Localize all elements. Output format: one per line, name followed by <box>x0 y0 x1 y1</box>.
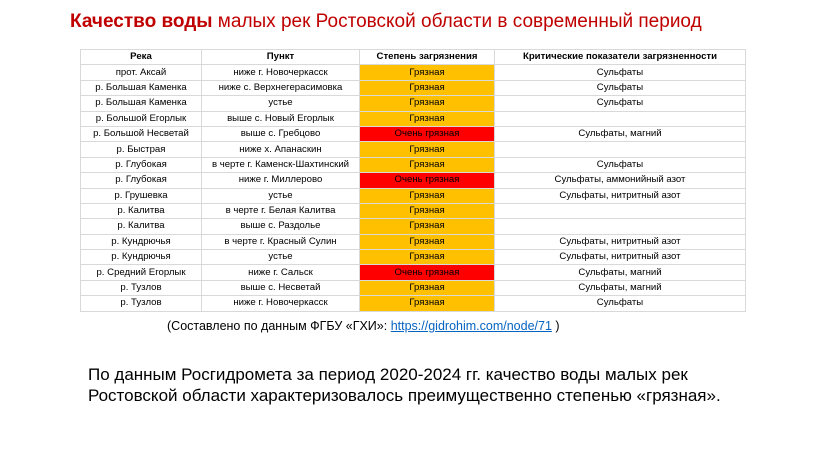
table-row <box>81 296 746 311</box>
cell-indicators: Сульфаты <box>495 80 746 95</box>
table-row <box>81 126 746 141</box>
cell-point: ниже г. Новочеркасск <box>202 65 360 80</box>
table-row <box>81 173 746 188</box>
cell-level: Очень грязная <box>360 173 495 188</box>
cell-point: ниже г. Миллерово <box>202 173 360 188</box>
cell-point: ниже х. Апанаскин <box>202 142 360 157</box>
cell-indicators: Сульфаты, магний <box>495 265 746 280</box>
cell-indicators: Сульфаты, нитритный азот <box>495 234 746 249</box>
table-row <box>81 65 746 80</box>
cell-point: выше с. Несветай <box>202 280 360 295</box>
table-row <box>81 219 746 234</box>
cell-river: р. Быстрая <box>81 142 202 157</box>
cell-level: Грязная <box>360 188 495 203</box>
cell-level: Грязная <box>360 203 495 218</box>
cell-indicators: Сульфаты <box>495 65 746 80</box>
cell-point: устье <box>202 250 360 265</box>
table-row <box>81 234 746 249</box>
table-row <box>81 142 746 157</box>
cell-river: р. Большая Каменка <box>81 96 202 111</box>
cell-indicators: Сульфаты, магний <box>495 280 746 295</box>
cell-indicators: Сульфаты <box>495 157 746 172</box>
cell-indicators: Сульфаты, магний <box>495 126 746 141</box>
cell-indicators <box>495 111 746 126</box>
cell-indicators: Сульфаты, нитритный азот <box>495 188 746 203</box>
cell-level: Грязная <box>360 111 495 126</box>
cell-level: Грязная <box>360 80 495 95</box>
header-point: Пункт <box>202 50 360 65</box>
source-suffix: ) <box>551 319 560 333</box>
cell-river: р. Большая Каменка <box>81 80 202 95</box>
cell-point: в черте г. Белая Калитва <box>202 203 360 218</box>
cell-level: Очень грязная <box>360 126 495 141</box>
table-header-row <box>81 50 746 65</box>
cell-level: Грязная <box>360 296 495 311</box>
water-quality-table <box>80 49 746 312</box>
cell-point: в черте г. Красный Сулин <box>202 234 360 249</box>
cell-river: р. Грушевка <box>81 188 202 203</box>
cell-indicators <box>495 219 746 234</box>
cell-point: ниже с. Верхнегерасимовка <box>202 80 360 95</box>
cell-indicators <box>495 142 746 157</box>
cell-point: выше с. Раздолье <box>202 219 360 234</box>
cell-level: Грязная <box>360 250 495 265</box>
cell-river: прот. Аксай <box>81 65 202 80</box>
cell-level: Грязная <box>360 65 495 80</box>
cell-indicators: Сульфаты <box>495 96 746 111</box>
table-body <box>81 65 746 311</box>
cell-indicators <box>495 203 746 218</box>
cell-level: Грязная <box>360 234 495 249</box>
table-row <box>81 96 746 111</box>
table-row <box>81 280 746 295</box>
cell-level: Грязная <box>360 280 495 295</box>
cell-level: Очень грязная <box>360 265 495 280</box>
source-prefix: (Составлено по данным ФГБУ «ГХИ»: <box>167 319 391 333</box>
cell-river: р. Тузлов <box>81 296 202 311</box>
cell-indicators: Сульфаты <box>495 296 746 311</box>
header-level: Степень загрязнения <box>360 50 495 65</box>
source-note <box>167 318 560 334</box>
slide-title <box>70 10 702 34</box>
cell-point: ниже г. Новочеркасск <box>202 296 360 311</box>
cell-point: устье <box>202 96 360 111</box>
table-row <box>81 265 746 280</box>
cell-river: р. Калитва <box>81 203 202 218</box>
title-rest: малых рек Ростовской области в современный период <box>212 11 702 32</box>
cell-river: р. Большой Несветай <box>81 126 202 141</box>
cell-point: выше с. Гребцово <box>202 126 360 141</box>
cell-river: р. Кундрючья <box>81 250 202 265</box>
cell-point: ниже г. Сальск <box>202 265 360 280</box>
cell-river: р. Большой Егорлык <box>81 111 202 126</box>
cell-indicators: Сульфаты, аммонийный азот <box>495 173 746 188</box>
cell-point: устье <box>202 188 360 203</box>
cell-river: р. Кундрючья <box>81 234 202 249</box>
table-row <box>81 188 746 203</box>
cell-river: р. Средний Егорлык <box>81 265 202 280</box>
summary-paragraph: По данным Росгидромета за период 2020-2024 гг. качество воды малых рек Ростовской области характеризовалось преимущественно степенью «грязная». <box>88 365 721 405</box>
source-link[interactable]: https://gidrohim.com/node/71 <box>390 319 552 333</box>
cell-river: р. Глубокая <box>81 157 202 172</box>
table-row <box>81 111 746 126</box>
cell-river: р. Калитва <box>81 219 202 234</box>
table-row <box>81 203 746 218</box>
header-river: Река <box>81 50 202 65</box>
table-row <box>81 157 746 172</box>
cell-level: Грязная <box>360 157 495 172</box>
cell-indicators: Сульфаты, нитритный азот <box>495 250 746 265</box>
cell-point: в черте г. Каменск-Шахтинский <box>202 157 360 172</box>
cell-level: Грязная <box>360 219 495 234</box>
table-row <box>81 250 746 265</box>
title-accent: Качество воды <box>70 11 213 32</box>
cell-river: р. Глубокая <box>81 173 202 188</box>
cell-level: Грязная <box>360 96 495 111</box>
cell-point: выше с. Новый Егорлык <box>202 111 360 126</box>
cell-level: Грязная <box>360 142 495 157</box>
header-indicators: Критические показатели загрязненности <box>495 50 746 65</box>
cell-river: р. Тузлов <box>81 280 202 295</box>
table-row <box>81 80 746 95</box>
